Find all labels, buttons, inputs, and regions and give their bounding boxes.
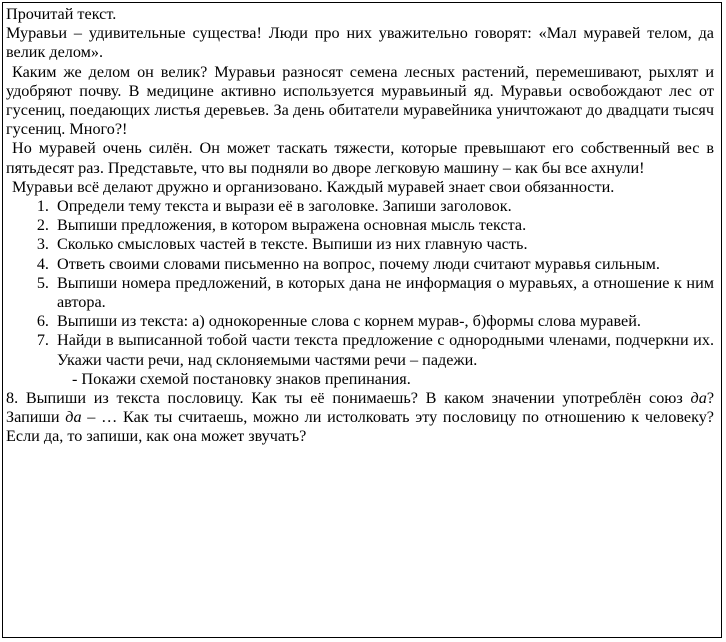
document-body — [6, 5, 714, 447]
task-item-2: 2. Выпиши предложения, в котором выражена основная мысль текста. — [53, 216, 714, 235]
task-item-1: 1. Определи тему текста и вырази её в заголовке. Запиши заголовок. — [53, 197, 714, 216]
task-8-part-3: – … Как ты считаешь, можно ли истолковать эту пословицу по отношению к человеку? Если да, то запиши, как она может звучать? — [6, 408, 714, 446]
task-item-5: 5. Выпиши номера предложений, в которых дана не информация о муравьях, а отношение к ним автора. — [53, 274, 714, 312]
task-8-part-2: ? Запиши — [6, 389, 714, 427]
task-item-6: 6. Выпиши из текста: а) однокоренные слова с корнем мурав-, б)формы слова муравей. — [53, 312, 714, 331]
paragraph-3: Но муравей очень силён. Он может таскать тяжести, которые превышают его собственный вес в пятьдесят раз. Представьте, что вы подняли во дворе легковую машину – как бы все ахнули! — [6, 139, 714, 177]
paragraph-2: Каким же делом он велик? Муравьи разносят семена лесных растений, перемешивают, рыхлят и удобряют почву. В медицине активно используется муравьиный яд. Муравьи освобождают лес от гусениц, поедающих листья деревьев. За день обитатели муравейника уничтожают до двадцати тысяч гусениц. Много?! — [6, 62, 714, 139]
paragraph-4: Муравьи всё делают дружно и организовано. Каждый муравей знает свои обязанности. — [12, 177, 615, 196]
task-8 — [6, 389, 714, 447]
task-7-subtask: - Покажи схемой постановку знаков препинания. — [72, 369, 411, 388]
task-list — [6, 197, 714, 370]
task-8-part-1: 8. Выпиши из текста пословицу. Как ты её понимаешь? В каком значении употреблён союз — [6, 389, 691, 408]
paragraph-1: Муравьи – удивительные существа! Люди про них уважительно говорят: «Мал муравей телом, да велик делом». — [6, 24, 714, 62]
task-8-italic-2: да — [65, 408, 82, 427]
task-item-4: 4. Ответь своими словами письменно на вопрос, почему люди считают муравья сильным. — [53, 255, 714, 274]
document-heading: Прочитай текст. — [6, 5, 117, 23]
task-item-3: 3. Сколько смысловых частей в тексте. Выпиши из них главную часть. — [53, 235, 714, 254]
task-8-italic-1: да — [690, 389, 707, 408]
task-item-7: 7. Найди в выписанной тобой части текста предложение с однородными членами, подчеркни их. Укажи части речи, над склоняемыми частями речи – падежи. — [53, 331, 714, 369]
